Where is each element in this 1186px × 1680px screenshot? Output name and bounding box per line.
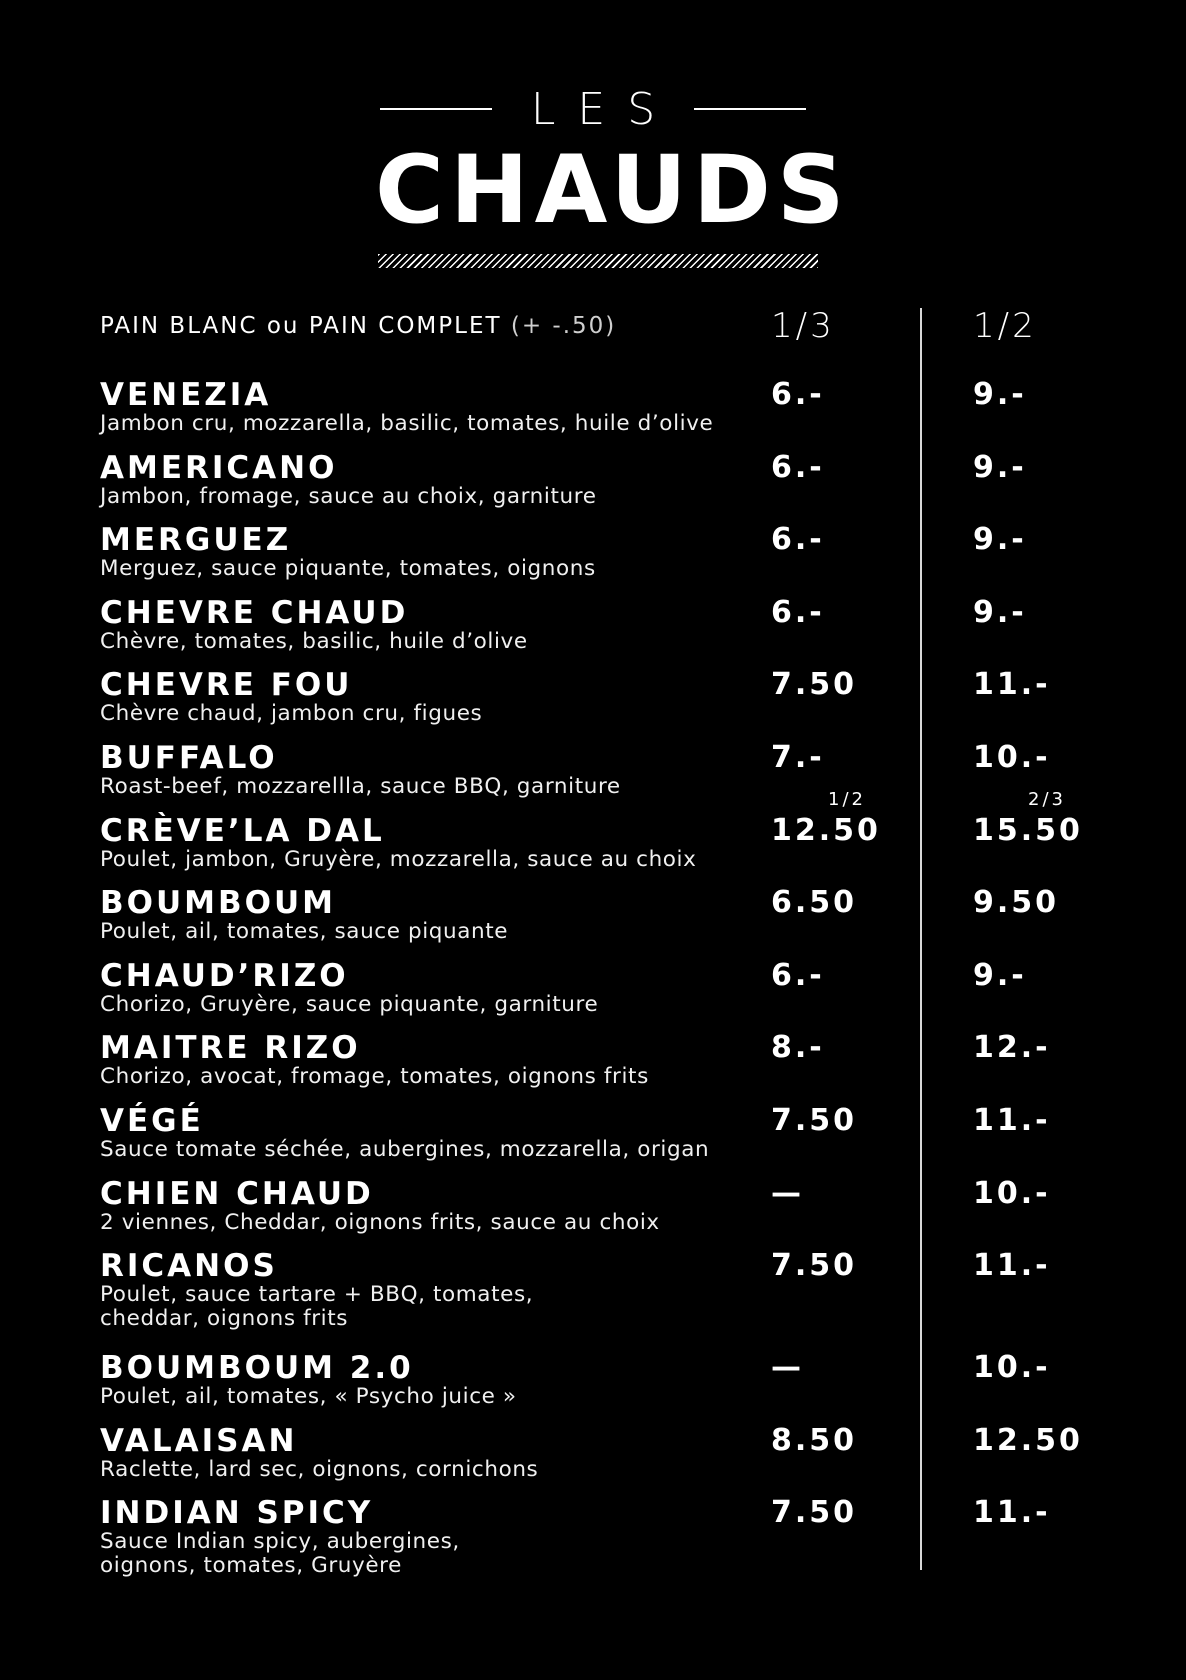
menu-item: [0, 1351, 1186, 1424]
price-large: 9.-: [973, 522, 1027, 558]
price-large: 9.-: [973, 449, 1027, 485]
price-small: —: [771, 1350, 804, 1386]
item-description: [100, 1138, 720, 1162]
menu-items: [0, 378, 1186, 1598]
menu-item: [0, 1424, 1186, 1497]
item-name: INDIAN SPICY: [100, 1495, 374, 1532]
item-description: [100, 1283, 720, 1331]
size-small-header: 1/3: [771, 306, 835, 346]
price-large: 11.-: [973, 667, 1051, 703]
item-description: [100, 920, 720, 944]
item-description-line: cheddar, oignons frits: [100, 1306, 349, 1332]
price-large: 10.-: [973, 1350, 1051, 1386]
item-name: CHAUD’RIZO: [100, 957, 349, 994]
item-description-line: Chèvre, tomates, basilic, huile d’olive: [100, 628, 528, 654]
item-description: [100, 1211, 720, 1235]
item-description: [100, 1458, 720, 1482]
item-description: [100, 702, 720, 726]
bread-options: [100, 300, 616, 352]
menu-item: [0, 378, 1186, 451]
price-large: 9.50: [973, 885, 1060, 921]
item-description-line: oignons, tomates, Gruyère: [100, 1553, 402, 1579]
item-name: CHEVRE CHAUD: [100, 594, 409, 631]
price-large: 11.-: [973, 1102, 1051, 1138]
price-small: 7.50: [771, 1248, 858, 1284]
item-description: [100, 1385, 720, 1409]
item-description-line: Poulet, jambon, Gruyère, mozzarella, sauce au choix: [100, 846, 697, 872]
size-note-small: 1/2: [828, 788, 866, 810]
price-large: 12.50: [973, 1422, 1083, 1458]
item-description-line: Sauce tomate séchée, aubergines, mozzarella, origan: [100, 1136, 710, 1162]
item-description: [100, 412, 720, 436]
item-name: CRÈVE’LA DAL: [100, 812, 385, 849]
price-large: 9.-: [973, 377, 1027, 412]
menu-item: [0, 959, 1186, 1032]
price-large: 15.50: [973, 812, 1083, 848]
item-description-line: Roast-beef, mozzarellla, sauce BBQ, garniture: [100, 773, 621, 799]
item-description: [100, 848, 720, 872]
bread-label: PAIN BLANC ou PAIN COMPLET: [100, 313, 502, 339]
menu-item: [0, 523, 1186, 596]
item-name: CHIEN CHAUD: [100, 1175, 374, 1212]
item-description: [100, 775, 720, 799]
price-small: —: [771, 1175, 804, 1211]
price-large: 9.-: [973, 594, 1027, 630]
item-description: [100, 630, 720, 654]
item-description-line: Chorizo, avocat, fromage, tomates, oignons frits: [100, 1064, 649, 1090]
item-name: VÉGÉ: [100, 1102, 204, 1139]
price-small: 6.-: [771, 377, 825, 412]
item-description: [100, 485, 720, 509]
item-name: VALAISAN: [100, 1422, 298, 1459]
item-description-line: Jambon, fromage, sauce au choix, garniture: [100, 483, 597, 509]
price-small: 8.-: [771, 1030, 825, 1066]
price-small: 6.-: [771, 957, 825, 993]
item-name: BOUMBOUM 2.0: [100, 1350, 414, 1387]
item-name: VENEZIA: [100, 377, 272, 413]
price-large: 12.-: [973, 1030, 1051, 1066]
item-name: AMERICANO: [100, 449, 338, 486]
item-name: RICANOS: [100, 1248, 278, 1285]
item-description-line: Merguez, sauce piquante, tomates, oignons: [100, 556, 596, 582]
page-title: CHAUDS: [375, 136, 851, 245]
price-small: 7.-: [771, 739, 825, 775]
heading-rule-left: [380, 108, 492, 110]
item-description: [100, 1530, 720, 1578]
menu-item: [0, 1177, 1186, 1250]
heading-rule-right: [694, 108, 806, 110]
menu-item: [0, 1031, 1186, 1104]
item-description-line: Chèvre chaud, jambon cru, figues: [100, 701, 483, 727]
les-text: LES: [530, 84, 678, 135]
les-heading: [380, 80, 806, 140]
price-large: 9.-: [973, 957, 1027, 993]
item-description-line: Jambon cru, mozzarella, basilic, tomates, huile d’olive: [100, 411, 714, 436]
size-large-header: 1/2: [973, 306, 1037, 346]
menu-item: [0, 788, 1186, 887]
item-description-line: Poulet, ail, tomates, « Psycho juice »: [100, 1384, 517, 1410]
menu-item: [0, 1496, 1186, 1598]
price-large: 10.-: [973, 1175, 1051, 1211]
price-small: 6.50: [771, 885, 858, 921]
item-description: [100, 1065, 720, 1089]
menu-item: [0, 668, 1186, 741]
price-large: 10.-: [973, 739, 1051, 775]
price-small: 7.50: [771, 667, 858, 703]
price-small: 6.-: [771, 449, 825, 485]
item-description-line: Chorizo, Gruyère, sauce piquante, garniture: [100, 991, 599, 1017]
price-small: 12.50: [771, 812, 881, 848]
item-description-line: Sauce Indian spicy, aubergines,: [100, 1529, 460, 1555]
item-description-line: Raclette, lard sec, oignons, cornichons: [100, 1456, 539, 1482]
menu-item: [0, 596, 1186, 669]
size-note-large: 2/3: [1028, 788, 1066, 810]
price-small: 6.-: [771, 522, 825, 558]
item-description-line: Poulet, sauce tartare + BBQ, tomates,: [100, 1282, 534, 1308]
item-name: BOUMBOUM: [100, 885, 337, 922]
item-name: BUFFALO: [100, 739, 278, 776]
item-name: MAITRE RIZO: [100, 1030, 361, 1067]
price-large: 11.-: [973, 1495, 1051, 1531]
menu-item: [0, 1104, 1186, 1177]
menu-item: [0, 1249, 1186, 1351]
item-name: MERGUEZ: [100, 522, 292, 559]
item-description: [100, 557, 720, 581]
bread-extra-price: (+ -.50): [510, 313, 617, 339]
price-small: 7.50: [771, 1102, 858, 1138]
menu-item: [0, 886, 1186, 959]
item-description: [100, 993, 720, 1017]
price-small: 7.50: [771, 1495, 858, 1531]
item-description-line: 2 viennes, Cheddar, oignons frits, sauce au choix: [100, 1209, 660, 1235]
item-description-line: Poulet, ail, tomates, sauce piquante: [100, 919, 509, 945]
hatched-divider: [378, 254, 818, 268]
menu-item: [0, 451, 1186, 524]
price-small: 6.-: [771, 594, 825, 630]
price-small: 8.50: [771, 1422, 858, 1458]
menu-item: [0, 741, 1186, 814]
item-name: CHEVRE FOU: [100, 667, 353, 704]
price-large: 11.-: [973, 1248, 1051, 1284]
